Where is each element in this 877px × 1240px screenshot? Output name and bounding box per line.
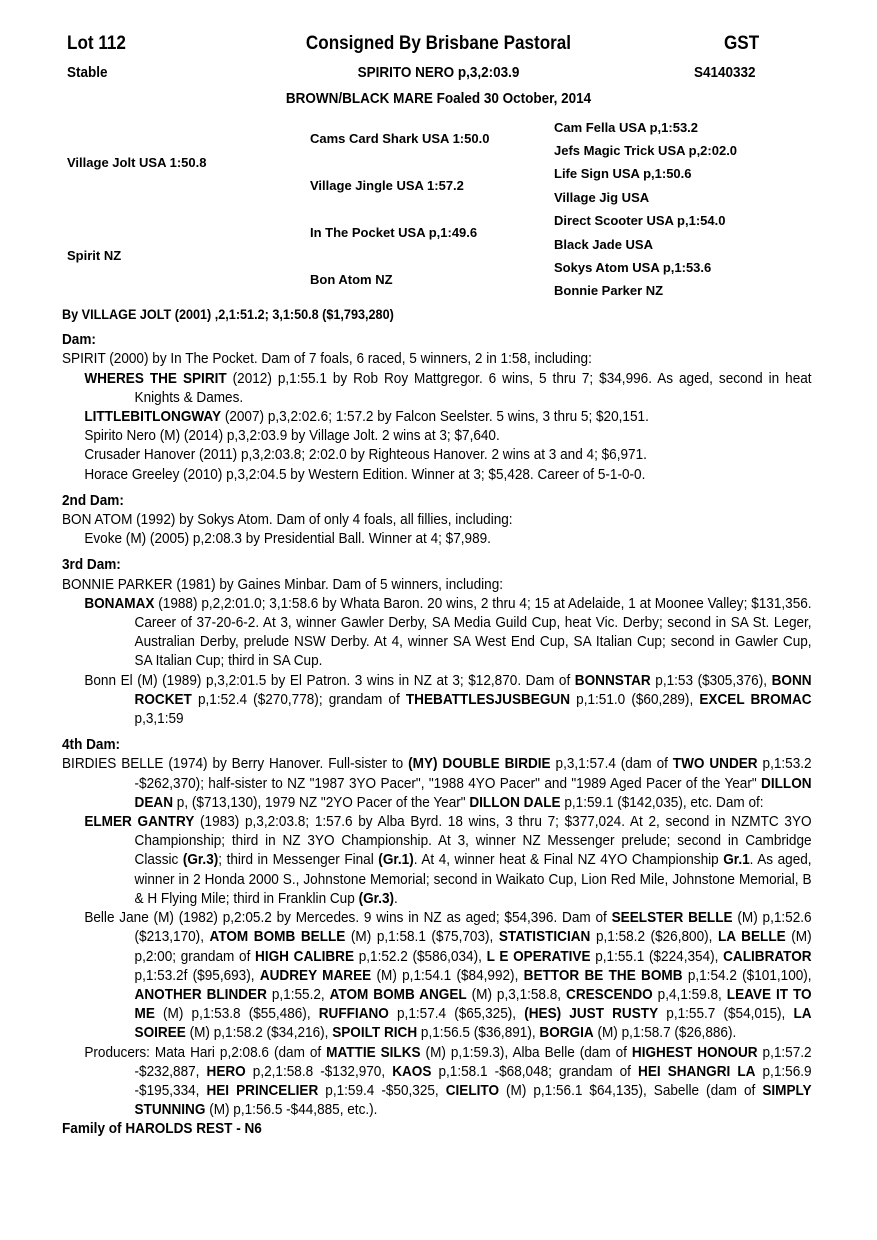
dam4-intro [62,755,812,813]
text-segment: p,1:53 ($305,376), [650,672,772,689]
horse-name-bold: BORGIA [539,1025,594,1042]
text-segment: Belle Jane (M) (1982) p,2:05.2 by Mercedes. 9 wins in NZ as aged; $54,396. Dam of [84,910,612,927]
text-segment: (M) p,1:54.1 ($84,992), [371,967,524,984]
text-segment: (M) p,1:52.6 ($213,170), [134,910,812,946]
horse-name-bold: KAOS [392,1063,432,1080]
horse-name-bold: AUDREY MAREE [259,967,372,984]
horse-name-bold: HERO [206,1063,246,1080]
horse-name-bold: STATISTICIAN [498,929,591,946]
text-segment: p,1:55.2, [266,986,330,1003]
text-segment: p,3,1:57.4 (dam of [550,756,673,773]
text-segment: p,1:57.2 -$232,887, [134,1044,812,1080]
dam-progeny-1: WHERES THE SPIRIT (2012) p,1:55.1 by Rob Roy Mattgregor. 6 wins, 5 thru 7; $34,996. As aged, second in heat Knights & Dames. [84,370,812,406]
horse-name-bold: THEBATTLESJUSBEGUN [405,691,571,708]
pedigree-dam-dam: Bon Atom NZ [310,272,393,287]
horse-name-bold: (HES) JUST RUSTY [524,1006,659,1023]
text-segment: . As aged, winner in 2 Honda 2000 S., Johnstone Memorial; second in Waikato Cup, Lion Red Mile, Johnstone Memorial, B & H Flying Mile; third in Franklin Cup [134,852,812,907]
horse-name-bold: EXCEL BROMAC [699,691,812,708]
horse-name-bold: CIELITO [445,1082,500,1099]
text-segment: . At 4, winner heat & Final NZ 4YO Championship [413,852,724,869]
pedigree-sire-sire: Cams Card Shark USA 1:50.0 [310,131,490,146]
pedigree-gen3-5: Direct Scooter USA p,1:54.0 [554,213,726,228]
text-segment: p,1:55.7 ($54,015), [658,1006,794,1023]
text-segment: Producers: Mata Hari p,2:08.6 (dam of [84,1044,327,1061]
horse-name-bold: ELMER GANTRY [84,814,195,831]
dam4-heading: 4th Dam: [62,737,121,754]
text-segment: (M) p,1:58.7 ($26,886). [593,1025,737,1042]
horse-name-bold: MATTIE SILKS [326,1044,421,1061]
horse-name-bold: (Gr.1) [378,852,414,869]
dam2-intro: BON ATOM (1992) by Sokys Atom. Dam of only 4 foals, all fillies, including: [62,512,513,529]
horse-name-bold: SEELSTER BELLE [611,910,733,927]
pedigree-gen3-8: Bonnie Parker NZ [554,283,664,298]
pedigree-dam-sire: In The Pocket USA p,1:49.6 [310,225,478,240]
horse-name: SPIRITO NERO p,3,2:03.9 [357,64,520,81]
pedigree-gen3-1: Cam Fella USA p,1:53.2 [554,120,699,135]
text-segment: (M) p,1:56.1 $64,135), Sabelle (dam of [499,1082,763,1099]
horse-name-bold: HIGHEST HONOUR [631,1044,758,1061]
horse-name-bold: (Gr.3) [358,890,395,907]
horse-description: BROWN/BLACK MARE Foaled 30 October, 2014 [285,90,592,107]
text-segment: (M) p,1:58.1 ($75,703), [345,929,499,946]
progeny-name: WHERES THE SPIRIT [84,370,227,387]
dam3-intro: BONNIE PARKER (1981) by Gaines Minbar. Dam of 5 winners, including: [62,576,504,593]
text-segment: p,1:54.2 ($101,100), [682,967,812,984]
horse-name-bold: L E OPERATIVE [486,948,591,965]
text-segment: (M) p,1:53.8 ($55,486), [154,1006,319,1023]
text-segment: p,1:58.1 -$68,048; grandam of [431,1063,639,1080]
dam-progeny-3: Spirito Nero (M) (2014) p,3,2:03.9 by Village Jolt. 2 wins at 3; $7,640. [84,428,500,445]
dam2-progeny-1: Evoke (M) (2005) p,2:08.3 by Presidential Ball. Winner at 4; $7,989. [84,531,491,548]
gst-label: GST [724,33,760,54]
horse-name-bold: DILLON DEAN [134,775,812,811]
dam-heading: Dam: [62,332,96,349]
text-segment: (M) p,2:00; grandam of [134,929,812,965]
horse-name-bold: ANOTHER BLINDER [134,986,267,1003]
horse-name-bold: CRESCENDO [566,986,653,1003]
pedigree-gen3-3: Life Sign USA p,1:50.6 [554,166,692,181]
dam-progeny-2: LITTLEBITLONGWAY (2007) p,3,2:02.6; 1:57.2 by Falcon Seelster. 5 wins, 3 thru 5; $20,151. [84,409,649,426]
horse-name-bold: LA BELLE [718,929,786,946]
progeny-name: BONAMAX [84,595,155,612]
dam2-heading: 2nd Dam: [62,492,124,509]
horse-name-bold: HIGH CALIBRE [255,948,355,965]
text-segment: p,1:51.0 ($60,289), [570,691,700,708]
pedigree-sire-dam: Village Jingle USA 1:57.2 [310,178,464,193]
horse-name-bold: Gr.1 [723,852,750,869]
text-segment: (M) p,3,1:58.8, [466,986,567,1003]
horse-name-bold: SPOILT RICH [332,1025,418,1042]
text-segment: p,1:59.1 ($142,035), etc. Dam of: [560,794,764,811]
microchip-number: S4140332 [694,64,756,81]
pedigree-sire: Village Jolt USA 1:50.8 [67,155,207,170]
progeny-name: LITTLEBITLONGWAY [84,409,222,426]
horse-name-bold: CALIBRATOR [723,948,812,965]
horse-name-bold: BONN ROCKET [134,672,812,708]
consignor: Consigned By Brisbane Pastoral [305,33,572,54]
horse-name-bold: BONNSTAR [574,672,651,689]
text-segment: p,1:58.2 ($26,800), [590,929,719,946]
text-segment: p,1:53.2 -$262,370); half-sister to NZ "1987 3YO Pacer", "1988 4YO Pacer" and "1989 Aged Pacer of the Year" [134,756,812,792]
horse-name-bold: ATOM BOMB BELLE [209,929,346,946]
dam3-heading: 3rd Dam: [62,557,121,574]
family-line: Family of HAROLDS REST - N6 [62,1121,262,1138]
horse-name-bold: RUFFIANO [318,1006,389,1023]
horse-name-bold: (MY) DOUBLE BIRDIE [408,756,551,773]
text-segment: p,1:56.5 ($36,891), [417,1025,540,1042]
text-segment: (M) p,1:56.5 -$44,885, etc.). [205,1102,378,1119]
pedigree-gen3-6: Black Jade USA [554,237,653,252]
text-segment: (1983) p,3,2:03.8; 1:57.6 by Alba Byrd. 18 wins, 3 thru 7; $377,024. At 2, second in NZMTC 3YO Championship; third in NZ 3YO Championship. At 3, winner NZ Messenger prelude; second in Cambridge Classic [134,814,812,869]
catalogue-body [62,305,812,1140]
text-segment: p,2,1:58.8 -$132,970, [245,1063,393,1080]
horse-name-bold: HEI PRINCELIER [206,1082,319,1099]
horse-name-bold: (Gr.3) [182,852,219,869]
sire-line: By VILLAGE JOLT (2001) ,2,1:51.2; 3,1:50.8 ($1,793,280) [62,306,394,322]
text-segment: . [394,890,398,907]
text-segment: p,1:55.1 ($224,354), [590,948,724,965]
lot-number: Lot 112 [67,33,126,54]
dam4-progeny-belle-jane [62,909,812,1043]
text-segment: (M) p,1:58.2 ($34,216), [185,1025,333,1042]
text-segment: p,1:57.4 ($65,325), [388,1006,525,1023]
pedigree-gen3-7: Sokys Atom USA p,1:53.6 [554,260,712,275]
horse-name-bold: BETTOR BE THE BOMB [523,967,683,984]
dam3-progeny-bonamax: BONAMAX (1988) p,2,2:01.0; 3,1:58.6 by Whata Baron. 20 wins, 2 thru 4; 15 at Adelaide, 1 at Moonee Valley; $131,356. Career of 37-20-6-2. At 3, winner Gawler Derby, SA Media Guild Cup, heat Vic. Derby; second in SA St. Leger, Australian Derby, prelude NSW Derby. At 4, winner SA West End Cup, SA Italian Cup; second in Gawler Cup, SA Italian Cup; third in SA Cup. [84,595,812,670]
horse-name-bold: LA SOIREE [134,1006,812,1042]
pedigree-gen3-2: Jefs Magic Trick USA p,2:02.0 [554,143,738,158]
horse-name-bold: DILLON DALE [469,794,561,811]
text-segment: p,1:52.2 ($586,034), [354,948,487,965]
horse-name-bold: SIMPLY STUNNING [134,1082,812,1119]
pedigree-gen3-4: Village Jig USA [554,190,650,205]
text-segment: p,1:59.4 -$50,325, [318,1082,446,1099]
text-segment: p, ($713,130), 1979 NZ "2YO Pacer of the Year" [173,794,470,811]
text-segment: p,4,1:59.8, [652,986,727,1003]
text-segment: ; third in Messenger Final [218,852,379,869]
horse-name-bold: TWO UNDER [672,756,758,773]
horse-name-bold: HEI SHANGRI LA [638,1063,756,1080]
text-segment: p,3,1:59 [134,711,184,728]
dam-intro: SPIRIT (2000) by In The Pocket. Dam of 7 foals, 6 raced, 5 winners, 2 in 1:58, including: [62,351,592,368]
dam3-progeny-bonn-el [62,672,812,730]
pedigree-dam: Spirit NZ [67,248,122,263]
text-segment: p,1:56.9 -$195,334, [134,1063,812,1099]
text-segment: BIRDIES BELLE (1974) by Berry Hanover. Full-sister to [62,756,409,773]
stable-label: Stable [67,64,108,81]
horse-name-bold: LEAVE IT TO ME [134,986,812,1023]
dam4-producers [62,1044,812,1121]
text-segment: p,1:53.2f ($95,693), [134,967,260,984]
text-segment: Bonn El (M) (1989) p,3,2:01.5 by El Patron. 3 wins in NZ at 3; $12,870. Dam of [84,672,575,689]
dam4-progeny-elmer-gantry [62,813,812,909]
horse-name-bold: ATOM BOMB ANGEL [329,986,467,1003]
dam-progeny-4: Crusader Hanover (2011) p,3,2:03.8; 2:02.0 by Righteous Hanover. 2 wins at 3 and 4; $6,971. [84,447,647,464]
text-segment: (M) p,1:59.3), Alba Belle (dam of [420,1044,632,1061]
text-segment: p,1:52.4 ($270,778); grandam of [191,691,406,708]
dam-progeny-5: Horace Greeley (2010) p,3,2:04.5 by Western Edition. Winner at 3; $5,428. Career of 5-1-0-0. [84,466,646,483]
